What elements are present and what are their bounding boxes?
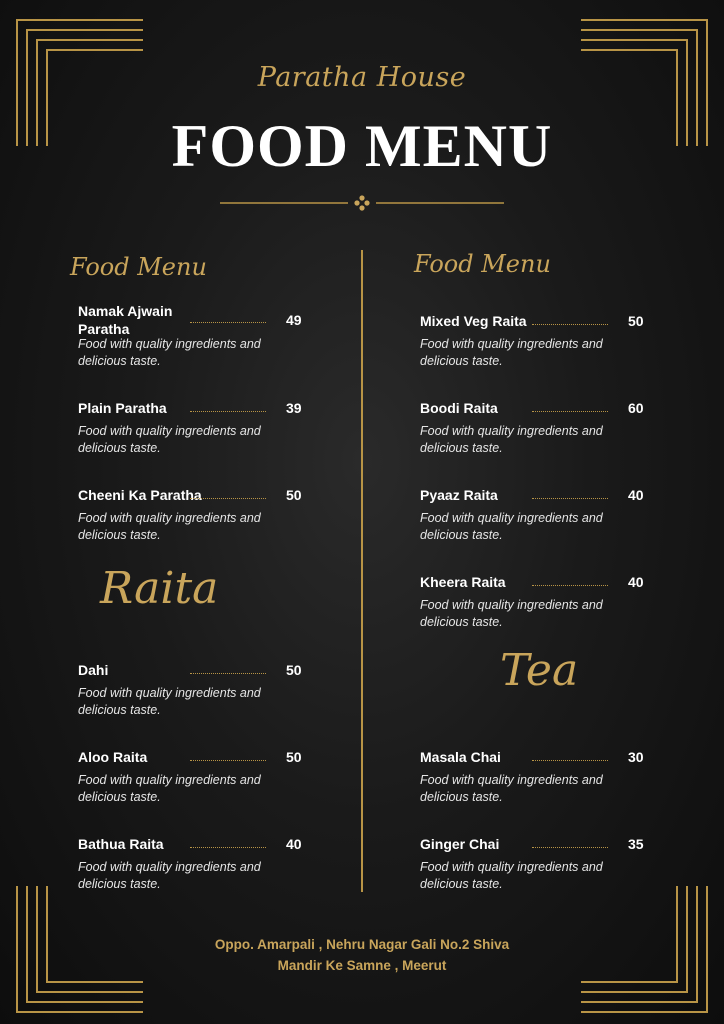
item-description: Food with quality ingredients and delicious taste.: [78, 424, 261, 455]
section-heading-food-menu: Food Menu: [414, 250, 551, 278]
brand-name: Paratha House: [257, 62, 467, 93]
item-description: Food with quality ingredients and delicious taste.: [420, 337, 603, 368]
menu-item: [78, 302, 308, 382]
item-name: Dahi: [78, 662, 109, 678]
item-description: Food with quality ingredients and delicious taste.: [78, 860, 261, 891]
item-name: Masala Chai: [420, 749, 501, 765]
menu-item: [420, 486, 650, 566]
menu-item: [420, 748, 650, 828]
item-description: Food with quality ingredients and delicious taste.: [78, 686, 261, 717]
dotted-leader: [190, 498, 266, 499]
item-price: 40: [286, 836, 302, 852]
address: [162, 934, 562, 976]
item-price: 40: [628, 574, 644, 590]
item-description: Food with quality ingredients and delicious taste.: [420, 773, 603, 804]
item-description: Food with quality ingredients and delicious taste.: [420, 511, 603, 542]
dotted-leader: [532, 585, 608, 586]
item-price: 60: [628, 400, 644, 416]
item-name: Plain Paratha: [78, 400, 167, 416]
item-description: Food with quality ingredients and delicious taste.: [78, 511, 261, 542]
dotted-leader: [190, 322, 266, 323]
item-price: 40: [628, 487, 644, 503]
item-name: Kheera Raita: [420, 574, 506, 590]
menu-item: [78, 399, 308, 479]
column-divider: [361, 250, 363, 892]
menu-item: [78, 748, 308, 828]
menu-item: [420, 312, 650, 392]
dotted-leader: [190, 411, 266, 412]
menu-item: [78, 661, 308, 741]
item-name: Mixed Veg Raita: [420, 313, 527, 329]
menu-item: [78, 835, 308, 915]
item-name: Boodi Raita: [420, 400, 498, 416]
item-name: Aloo Raita: [78, 749, 148, 765]
menu-item: [420, 835, 650, 915]
address-line-1: Oppo. Amarpali , Nehru Nagar Gali No.2 Shiva: [214, 937, 510, 952]
item-price: 49: [286, 312, 302, 328]
item-name: Bathua Raita: [78, 836, 164, 852]
section-heading-tea: Tea: [500, 645, 579, 696]
item-name: Ginger Chai: [420, 836, 500, 852]
item-name: Cheeni Ka Paratha: [78, 487, 202, 503]
menu-item: [78, 486, 308, 566]
item-description: Food with quality ingredients and delicious taste.: [78, 337, 261, 368]
item-description: Food with quality ingredients and delicious taste.: [78, 773, 261, 804]
dotted-leader: [190, 673, 266, 674]
item-price: 50: [286, 662, 302, 678]
item-price: 50: [628, 313, 644, 329]
item-name: Pyaaz Raita: [420, 487, 498, 503]
item-price: 30: [628, 749, 644, 765]
item-description: Food with quality ingredients and delicious taste.: [420, 424, 603, 455]
dotted-leader: [190, 760, 266, 761]
address-line-2: Mandir Ke Samne , Meerut: [277, 958, 447, 973]
item-name: Namak Ajwain Paratha: [78, 303, 173, 337]
page-title: FOOD MENU: [171, 113, 553, 179]
menu-item: [420, 573, 650, 653]
dotted-leader: [532, 324, 608, 325]
item-price: 50: [286, 487, 302, 503]
title-divider-ornament: [220, 194, 504, 212]
dotted-leader: [532, 847, 608, 848]
dotted-leader: [532, 498, 608, 499]
section-heading-raita: Raita: [100, 563, 219, 614]
section-heading-food-menu: Food Menu: [70, 253, 207, 281]
dotted-leader: [532, 411, 608, 412]
item-description: Food with quality ingredients and delicious taste.: [420, 860, 603, 891]
dotted-leader: [532, 760, 608, 761]
item-price: 39: [286, 400, 302, 416]
item-price: 35: [628, 836, 644, 852]
item-price: 50: [286, 749, 302, 765]
menu-item: [420, 399, 650, 479]
dotted-leader: [190, 847, 266, 848]
item-description: Food with quality ingredients and delicious taste.: [420, 598, 603, 629]
